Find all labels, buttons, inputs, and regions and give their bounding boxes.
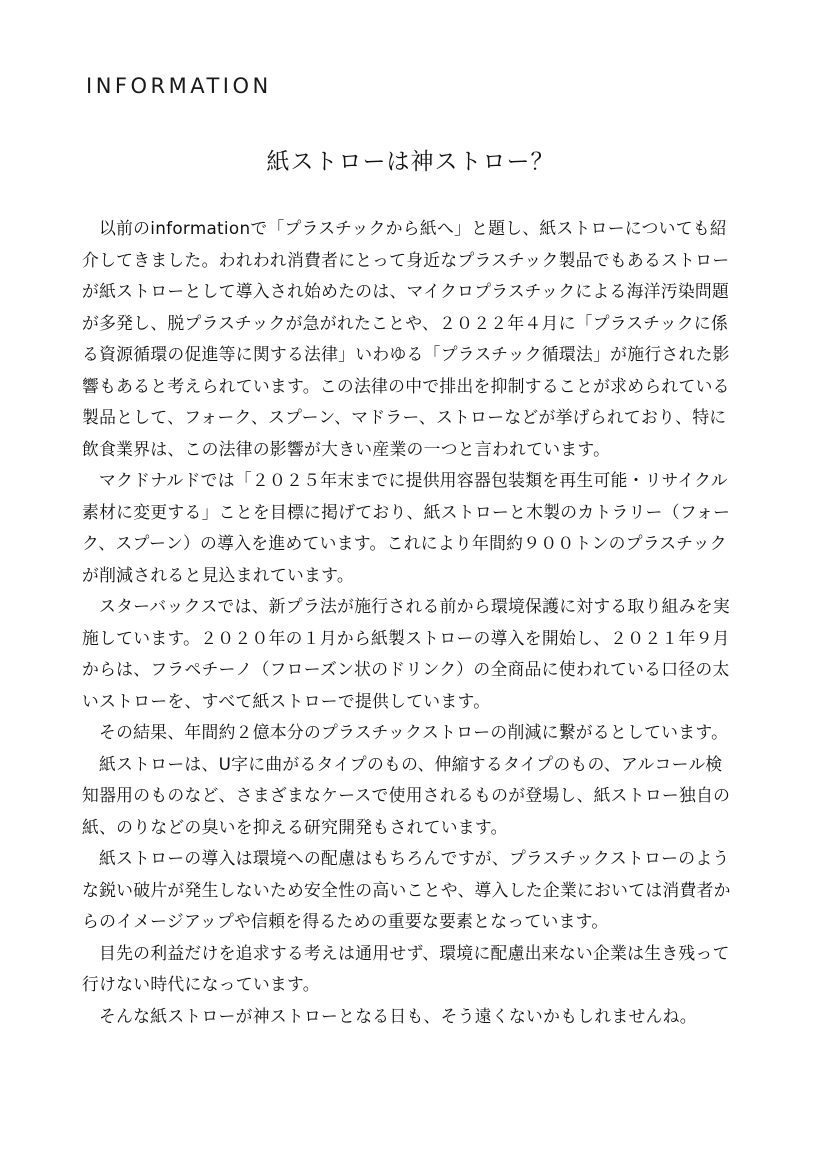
text-line: 目先の利益だけを追求する考えは通用せず、環境に配慮出来ない企業は生き残って	[99, 942, 730, 963]
text-line: 行けない時代になっています。	[82, 974, 320, 994]
text-line: な鋭い破片が発生しないため安全性の高いことや、導入した企業においては消費者か	[82, 879, 731, 900]
text-line: 紙ストローは、U字に曲がるタイプのもの、伸縮するタイプのもの、アルコール検	[99, 753, 723, 774]
text-line: らのイメージアップや信頼を得るための重要な要素となっています。	[82, 911, 609, 931]
text-line: そんな紙ストローが神ストローとなる日も、そう遠くないかもしれませんね。	[99, 1005, 697, 1026]
text-line: 介してきました。われわれ消費者にとって身近なプラスチック製品でもあるストロー	[82, 249, 730, 270]
text-line: が紙ストローとして導入され始めたのは、マイクロプラスチックによる海洋汚染問題	[82, 281, 730, 301]
paragraph	[82, 1001, 750, 1033]
text-line: ク、スプーン）の導入を進めています。これにより年間約９００トンのプラスチック	[82, 533, 727, 553]
paragraph	[82, 938, 750, 1001]
text-line: マクドナルドでは「２０２５年末までに提供用容器包装類を再生可能・リサイクル	[99, 470, 728, 490]
text-line: 響もあると考えられています。この法律の中で排出を抑制することが求められている	[82, 375, 730, 396]
paragraph	[82, 213, 750, 465]
paragraph	[82, 843, 750, 938]
text-line: が削減されると見込まれています。	[82, 564, 354, 585]
paragraph	[82, 591, 750, 717]
paragraph	[82, 465, 750, 591]
text-line: が多発し、脱プラスチックが急がれたことや、２０２２年４月に「プラスチックに係	[82, 312, 729, 333]
text-line: 知器用のものなど、さまざまなケースで使用されるものが登場し、紙ストロー独自の	[82, 785, 731, 805]
text-line: 紙ストローの導入は環境への配慮はもちろんですが、プラスチックストローのよう	[99, 848, 730, 868]
article-body	[82, 213, 750, 1032]
text-line: る資源循環の促進等に関する法律」いわゆる「プラスチック循環法」が施行された影	[82, 344, 730, 364]
text-line: いストローを、すべて紙ストローで提供しています。	[82, 690, 491, 711]
text-line: その結果、年間約２億本分のプラスチックストローの削減に繋がるとしています。	[99, 722, 729, 742]
text-line: 製品として、フォーク、スプーン、マドラー、ストローなどが挙げられており、特に	[82, 407, 727, 427]
page-title: 紙ストローは神ストロー？	[266, 149, 555, 175]
paragraph	[82, 749, 750, 844]
text-line: 施しています。２０２０年の１月から紙製ストローの導入を開始し、２０２１年９月	[82, 627, 730, 648]
text-line: スターバックスでは、新プラ法が施行される前から環境保護に対する取り組みを実	[99, 596, 731, 616]
text-line: 飲食業界は、この法律の影響が大きい産業の一つと言われています。	[82, 438, 611, 459]
text-line: 紙、のりなどの臭いを抑える研究開発もされています。	[82, 816, 508, 837]
header-label: INFORMATION	[86, 74, 272, 98]
text-line: からは、フラペチーノ（フローズン状のドリンク）の全商品に使われている口径の太	[82, 659, 730, 679]
paragraph	[82, 717, 750, 749]
text-line: 素材に変更する」ことを目標に掲げており、紙ストローと木製のカトラリー（フォー	[82, 501, 731, 522]
text-line: 以前のinformationで「プラスチックから紙へ」と題し、紙ストローについても紹	[99, 218, 727, 238]
